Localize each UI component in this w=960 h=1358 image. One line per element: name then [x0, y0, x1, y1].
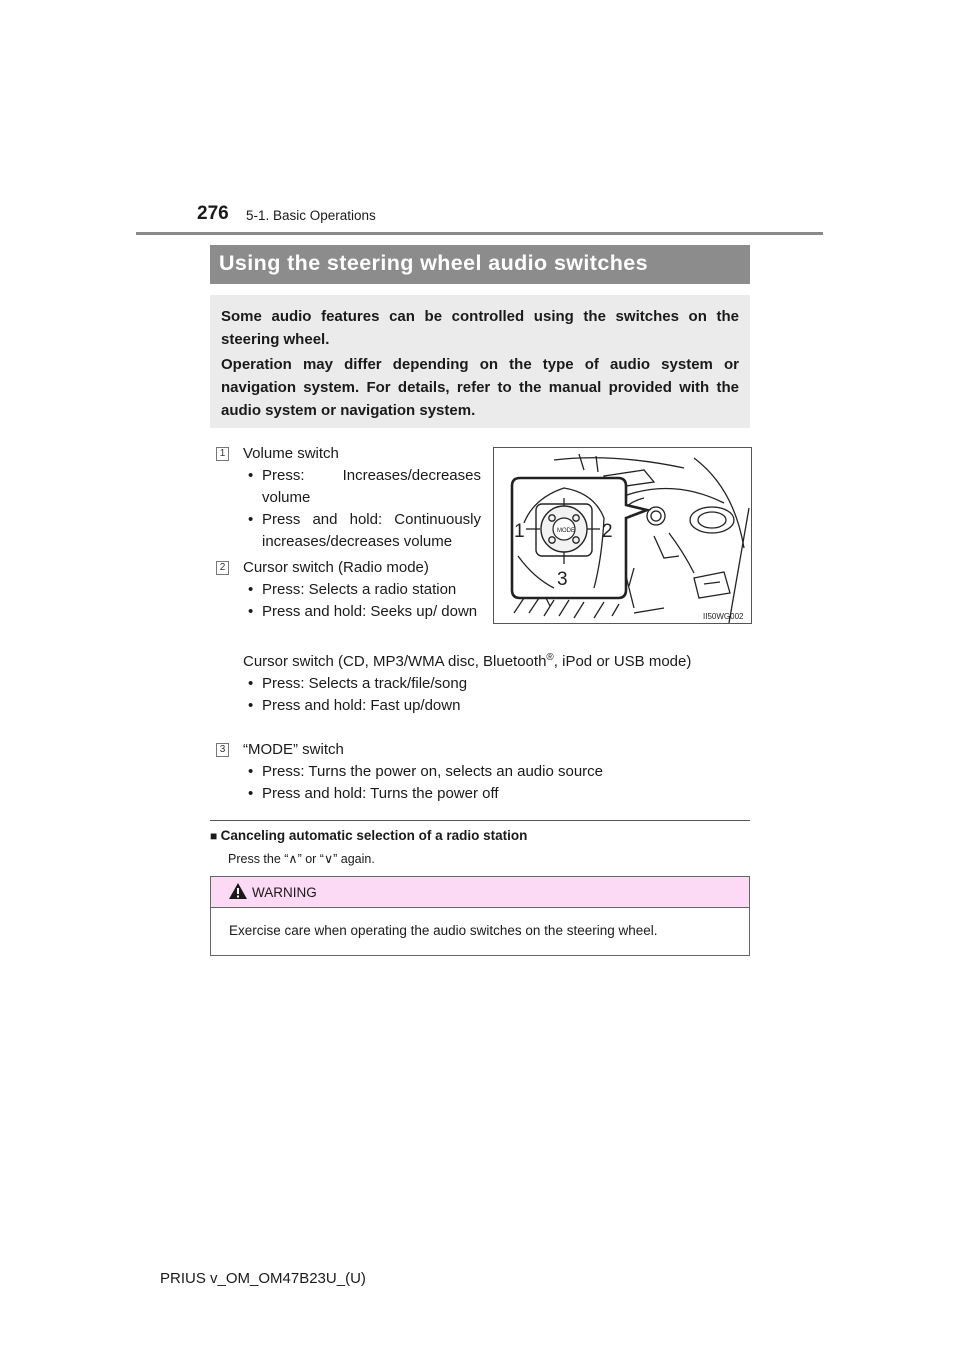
item-volume-switch: [243, 443, 481, 553]
header-rule: [136, 232, 823, 235]
warning-text: Exercise care when operating the audio switches on the steering wheel.: [229, 923, 658, 938]
item-mode-switch: [243, 739, 746, 805]
registered-mark: ®: [546, 652, 554, 663]
warning-icon: [228, 882, 248, 900]
bullet-item: • Press and hold: Turns the power off: [243, 783, 746, 805]
bullet-item: • Press: Turns the power on, selects an audio source: [243, 761, 746, 783]
intro-box: [210, 295, 750, 428]
item-cursor-switch-media: [243, 647, 746, 717]
steering-wheel-drawing: [494, 448, 751, 623]
item-title: Cursor switch (Radio mode): [243, 559, 429, 576]
subsection-heading-text: Canceling automatic selection of a radio station: [220, 828, 528, 843]
warning-box: [210, 876, 750, 956]
item-title-text: Cursor switch (CD, MP3/WMA disc, Bluetooth: [243, 653, 547, 670]
intro-paragraph-1: Some audio features can be controlled using the switches on the steering wheel.: [221, 308, 739, 348]
mode-label: MODE: [557, 528, 575, 534]
item-marker-2: 2: [216, 561, 229, 575]
item-cursor-switch-radio: [243, 557, 481, 623]
bullet-item: • Press and hold: Fast up/down: [243, 695, 746, 717]
item-marker-1: 1: [216, 447, 229, 461]
item-title: Volume switch: [243, 445, 339, 462]
bullet-item: • Press: Increases/decreases volume: [243, 465, 481, 509]
bullet-item: • Press: Selects a track/file/song: [243, 673, 746, 695]
callout-2: 2: [602, 521, 613, 542]
bullet-item: • Press and hold: Continuously increases/decreases volume: [243, 509, 481, 553]
subsection-note: Press the “∧” or “∨” again.: [228, 852, 375, 866]
section-label: 5-1. Basic Operations: [246, 208, 376, 223]
page-title: Using the steering wheel audio switches: [219, 251, 648, 275]
warning-label: WARNING: [252, 885, 317, 900]
bullet-item: • Press and hold: Seeks up/ down: [243, 601, 481, 623]
title-bar: [210, 245, 750, 284]
callout-3: 3: [557, 569, 568, 590]
subsection-heading: ■ Canceling automatic selection of a radio station: [210, 828, 528, 843]
figure-code: II50WG002: [703, 612, 744, 621]
subsection-rule: [210, 820, 750, 821]
item-title: “MODE” switch: [243, 741, 344, 758]
steering-wheel-illustration: [493, 447, 752, 624]
page-number: 276: [197, 203, 229, 224]
item-marker-3: 3: [216, 743, 229, 757]
warning-header: [211, 877, 749, 908]
item-title-text: , iPod or USB mode): [553, 653, 692, 670]
footer-model-code: PRIUS v_OM_OM47B23U_(U): [160, 1270, 366, 1287]
bullet-item: • Press: Selects a radio station: [243, 579, 481, 601]
intro-paragraph-2: Operation may differ depending on the type of audio system or navigation system. For details, refer to the manual provided with the audio system or navigation system.: [221, 356, 739, 419]
item-title: [243, 647, 746, 673]
callout-1: 1: [514, 521, 525, 542]
